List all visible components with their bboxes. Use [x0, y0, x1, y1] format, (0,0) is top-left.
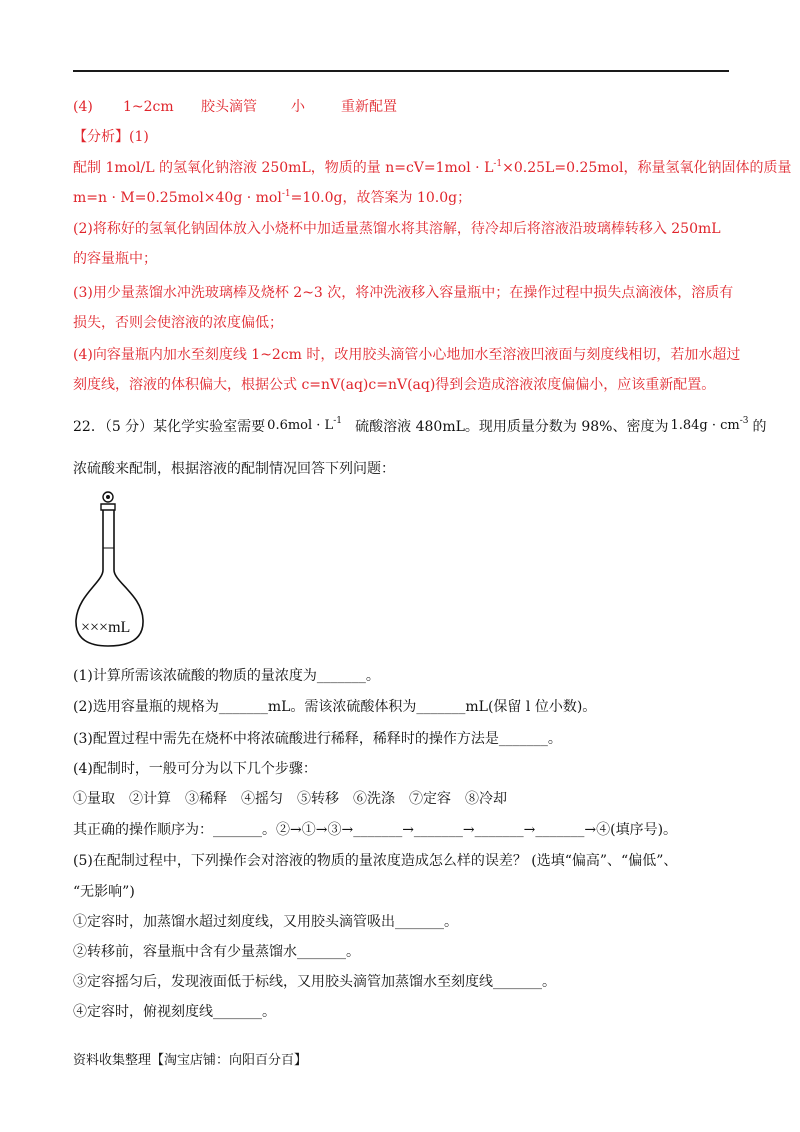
answer-item: 胶头滴管: [201, 99, 257, 115]
answer-item: 重新配置: [341, 99, 397, 115]
question-2: (2)选用容量瓶的规格为_______mL。需该浓硫酸体积为_______mL(保留 l 位小数)。: [73, 699, 597, 715]
superscript: -1: [493, 159, 503, 169]
analysis-text: m=n · M=0.25mol×40g · mol: [73, 190, 282, 206]
analysis-line: 损失，否则会使溶液的浓度偏低；: [73, 315, 283, 331]
density-text: 1.84g · cm: [670, 418, 740, 433]
analysis-line: 的容量瓶中；: [73, 251, 157, 267]
volumetric-flask-figure: [72, 490, 150, 650]
step-list: ①量取 ②计算 ③稀释 ④摇匀 ⑤转移 ⑥洗涤 ⑦定容 ⑧冷却: [73, 791, 507, 807]
order-question: 其正确的操作顺序为：_______。②→①→③→_______→_______→_______→_______→④(填序号)。: [73, 822, 678, 838]
question-stem-line2: 浓硫酸来配制，根据溶液的配制情况回答下列问题：: [73, 461, 395, 477]
analysis-text: ×0.25L=0.25mol，称量氢氧化钠固体的质量: [502, 160, 792, 176]
question-text: 硫酸溶液 480mL。现用质量分数为 98%、密度为: [355, 419, 669, 435]
analysis-text: =10.0g，故答案为 10.0g；: [290, 190, 472, 206]
flask-label: ×××mL: [81, 619, 131, 636]
analysis-text: 配制 1mol/L 的氢氧化钠溶液 250mL，物质的量 n=cV=1mol · L: [73, 160, 494, 176]
analysis-line: [73, 159, 791, 177]
question-5: (5)在配制过程中，下列操作会对溶液的物质的量浓度造成怎么样的误差？ (选填“偏高”、“偏低”、: [73, 853, 678, 869]
superscript: -1: [281, 189, 291, 199]
analysis-line: (4)向容量瓶内加水至刻度线 1~2cm 时，改用胶头滴管小心地加水至溶液凹液面与刻度线相切，若加水超过: [73, 347, 741, 363]
analysis-line: [73, 189, 471, 207]
top-rule: [73, 70, 729, 72]
sub-question-1: ①定容时，加蒸馏水超过刻度线，又用胶头滴管吸出_______。: [73, 914, 458, 930]
superscript: -1: [333, 416, 342, 426]
analysis-line: 刻度线，溶液的体积偏大，根据公式 c=nV(aq)c=nV(aq)得到会造成溶液浓度偏偏小，应该重新配置。: [73, 377, 716, 393]
analysis-heading: 【分析】(1): [73, 129, 149, 145]
answer-row: [73, 98, 397, 116]
question-3: (3)配置过程中需先在烧杯中将浓硫酸进行稀释，稀释时的操作方法是_______。: [73, 731, 562, 747]
sub-question-4: ④定容时，俯视刻度线_______。: [73, 1004, 276, 1020]
question-text: 的: [752, 419, 767, 435]
question-5-options: “无影响”): [73, 884, 135, 900]
concentration-value: [267, 417, 342, 435]
concentration-text: 0.6mol · L: [267, 418, 334, 433]
sub-question-2: ②转移前，容量瓶中含有少量蒸馏水_______。: [73, 944, 360, 960]
answer-item: 1~2cm: [123, 99, 174, 115]
question-1: (1)计算所需该浓硫酸的物质的量浓度为_______。: [73, 668, 380, 684]
answer-item: 小: [291, 99, 305, 115]
sub-question-3: ③定容摇匀后，发现液面低于标线，又用胶头滴管加蒸馏水至刻度线_______。: [73, 974, 556, 990]
analysis-line: (3)用少量蒸馏水冲洗玻璃棒及烧杯 2~3 次，将冲洗液移入容量瓶中；在操作过程中损失点滴液体，溶质有: [73, 285, 734, 301]
answer-item: (4): [73, 99, 93, 115]
question-stem: [73, 418, 766, 436]
question-text: 22．（5 分）某化学实验室需要: [73, 419, 266, 435]
analysis-line: (2)将称好的氢氧化钠固体放入小烧杯中加适量蒸馏水将其溶解，待冷却后将溶液沿玻璃棒转移入 250mL: [73, 221, 721, 237]
question-4: (4)配制时，一般可分为以下几个步骤：: [73, 761, 317, 777]
footer-note: 资料收集整理【淘宝店铺：向阳百分百】: [73, 1053, 308, 1068]
superscript: -3: [739, 416, 749, 426]
density-value: [670, 417, 748, 435]
